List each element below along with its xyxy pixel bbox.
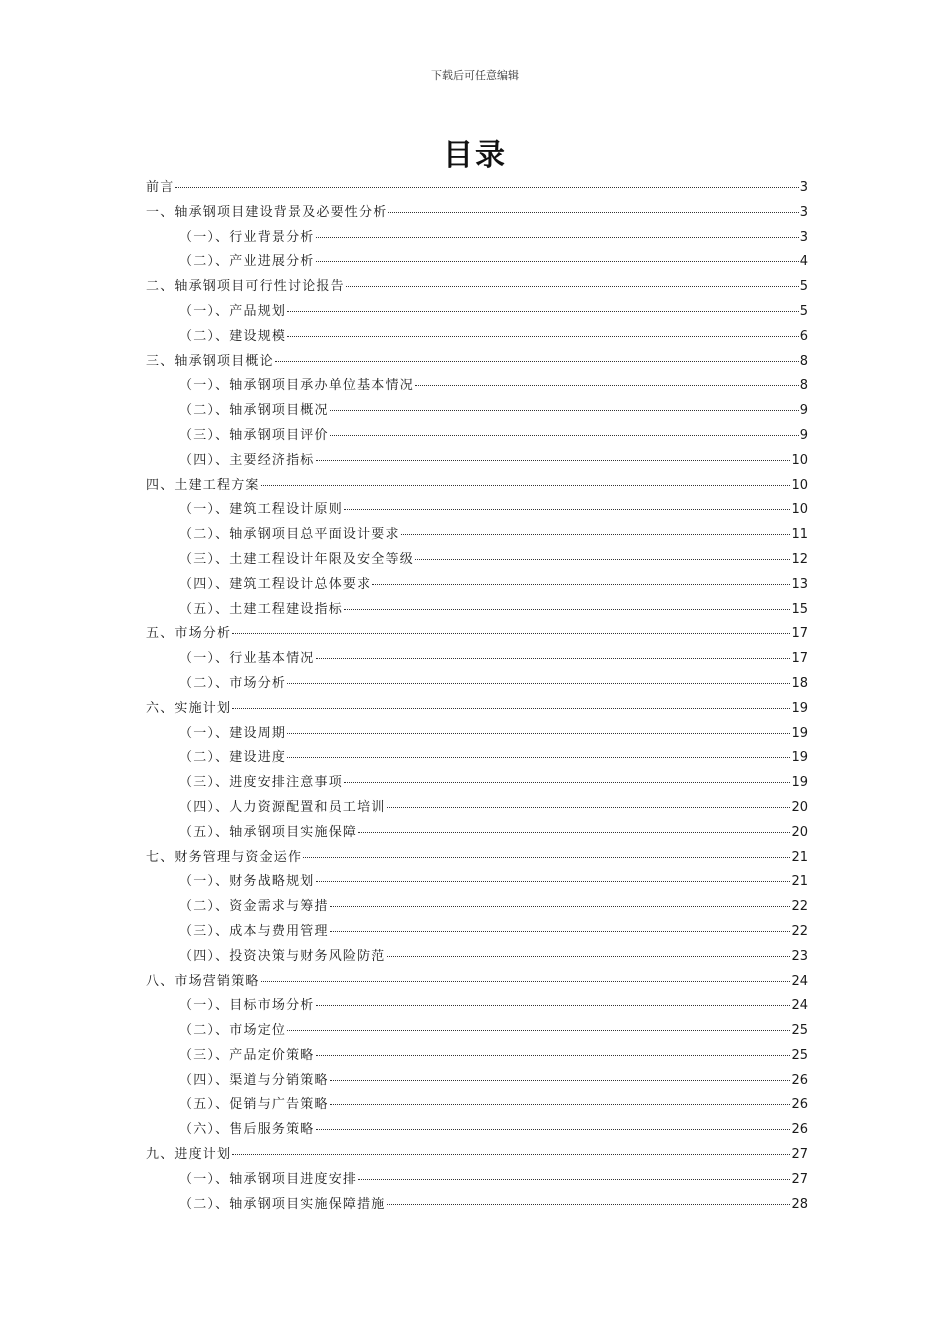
toc-leader-dots — [387, 955, 791, 957]
toc-entry-page-number: 27 — [791, 1147, 808, 1163]
toc-leader-dots — [316, 657, 791, 659]
toc-entry[interactable] — [146, 1093, 808, 1118]
toc-entry-page-number: 5 — [799, 303, 808, 319]
toc-entry-page-number: 26 — [791, 1072, 808, 1088]
toc-entry[interactable] — [146, 994, 808, 1019]
toc-entry[interactable] — [146, 474, 808, 499]
toc-entry-page-number: 22 — [791, 923, 808, 939]
toc-entry-page-number: 9 — [799, 403, 808, 419]
toc-entry-title: （三）、成本与费用管理 — [179, 923, 329, 939]
toc-entry[interactable] — [146, 895, 808, 920]
toc-entry-title: （二）、轴承钢项目总平面设计要求 — [179, 527, 400, 543]
toc-entry-page-number: 5 — [799, 279, 808, 295]
toc-entry-page-number: 27 — [791, 1171, 808, 1187]
toc-leader-dots — [358, 831, 790, 833]
toc-entry[interactable] — [146, 1019, 808, 1044]
toc-entry[interactable] — [146, 250, 808, 275]
toc-leader-dots — [287, 682, 790, 684]
toc-entry-title: （一）、财务战略规划 — [179, 874, 315, 890]
toc-entry[interactable] — [146, 201, 808, 226]
toc-leader-dots — [330, 1079, 791, 1081]
toc-leader-dots — [316, 1054, 791, 1056]
toc-entry-page-number: 21 — [791, 849, 808, 865]
toc-entry[interactable] — [146, 945, 808, 970]
toc-entry[interactable] — [146, 722, 808, 747]
toc-entry-page-number: 23 — [791, 948, 808, 964]
toc-entry-title: （一）、建设周期 — [179, 725, 287, 741]
toc-entry-page-number: 8 — [799, 378, 808, 394]
toc-entry-title: 前言 — [146, 180, 175, 195]
toc-entry-page-number: 11 — [791, 527, 808, 543]
toc-leader-dots — [316, 459, 791, 461]
toc-leader-dots — [261, 980, 791, 982]
toc-entry-title: （五）、轴承钢项目实施保障 — [179, 824, 358, 840]
toc-entry-title: （一）、行业背景分析 — [179, 229, 315, 245]
toc-entry-title: （三）、轴承钢项目评价 — [179, 427, 329, 443]
toc-entry-page-number: 20 — [791, 799, 808, 815]
toc-entry-title: 二、轴承钢项目可行性讨论报告 — [146, 279, 345, 295]
toc-entry[interactable] — [146, 647, 808, 672]
toc-entry-page-number: 6 — [799, 328, 808, 344]
toc-leader-dots — [330, 434, 799, 436]
toc-entry[interactable] — [146, 449, 808, 474]
toc-entry[interactable] — [146, 424, 808, 449]
toc-entry-page-number: 3 — [799, 180, 808, 195]
toc-entry-page-number: 19 — [791, 700, 808, 716]
toc-entry[interactable] — [146, 523, 808, 548]
toc-leader-dots — [346, 285, 799, 287]
toc-entry-title: 四、土建工程方案 — [146, 477, 260, 493]
toc-entry[interactable] — [146, 325, 808, 350]
toc-entry-title: （一）、行业基本情况 — [179, 651, 315, 667]
toc-leader-dots — [344, 781, 791, 783]
toc-entry-title: 五、市场分析 — [146, 626, 232, 642]
toc-entry-page-number: 21 — [791, 874, 808, 890]
toc-entry-page-number: 15 — [791, 601, 808, 617]
page-title: 目录 — [443, 138, 507, 173]
toc-leader-dots — [287, 310, 799, 312]
toc-leader-dots — [344, 508, 791, 510]
toc-entry-title: （四）、渠道与分销策略 — [179, 1072, 329, 1088]
toc-entry-page-number: 3 — [799, 204, 808, 220]
toc-entry[interactable] — [146, 1069, 808, 1094]
toc-entry[interactable] — [146, 1168, 808, 1193]
toc-entry-title: （四）、投资决策与财务风险防范 — [179, 948, 386, 964]
toc-leader-dots — [275, 360, 799, 362]
toc-leader-dots — [415, 384, 799, 386]
table-of-contents — [146, 176, 808, 1217]
toc-leader-dots — [175, 186, 798, 188]
toc-entry-title: （三）、产品定价策略 — [179, 1047, 315, 1063]
toc-entry[interactable] — [146, 1118, 808, 1143]
toc-entry-title: （二）、资金需求与筹措 — [179, 899, 329, 915]
toc-entry-page-number: 13 — [791, 576, 808, 592]
toc-leader-dots — [388, 211, 798, 213]
toc-entry[interactable] — [146, 622, 808, 647]
toc-entry-title: 七、财务管理与资金运作 — [146, 849, 303, 865]
toc-entry-title: （二）、市场分析 — [179, 675, 287, 691]
toc-entry[interactable] — [146, 498, 808, 523]
toc-leader-dots — [316, 236, 799, 238]
header-note: 下载后可任意编辑 — [431, 69, 519, 82]
toc-entry[interactable] — [146, 672, 808, 697]
toc-entry-title: （三）、进度安排注意事项 — [179, 775, 343, 791]
toc-entry-title: （二）、市场定位 — [179, 1023, 287, 1039]
toc-entry[interactable] — [146, 275, 808, 300]
toc-entry-title: （二）、轴承钢项目实施保障措施 — [179, 1196, 386, 1212]
toc-entry-title: （五）、促销与广告策略 — [179, 1097, 329, 1113]
toc-entry-page-number: 3 — [799, 229, 808, 245]
toc-leader-dots — [344, 608, 791, 610]
toc-entry-page-number: 19 — [791, 775, 808, 791]
toc-leader-dots — [330, 930, 791, 932]
toc-entry[interactable] — [146, 1044, 808, 1069]
toc-entry[interactable] — [146, 300, 808, 325]
toc-entry[interactable] — [146, 350, 808, 375]
toc-entry[interactable] — [146, 870, 808, 895]
toc-entry[interactable] — [146, 176, 808, 201]
toc-entry-title: 一、轴承钢项目建设背景及必要性分析 — [146, 204, 388, 220]
toc-entry[interactable] — [146, 598, 808, 623]
toc-entry[interactable] — [146, 573, 808, 598]
toc-entry[interactable] — [146, 746, 808, 771]
toc-leader-dots — [287, 1029, 790, 1031]
toc-entry-page-number: 24 — [791, 998, 808, 1014]
toc-leader-dots — [287, 756, 790, 758]
toc-entry-page-number: 26 — [791, 1122, 808, 1138]
toc-entry-page-number: 18 — [791, 675, 808, 691]
toc-entry-page-number: 24 — [791, 973, 808, 989]
toc-entry-page-number: 19 — [791, 750, 808, 766]
toc-entry-title: （四）、主要经济指标 — [179, 452, 315, 468]
toc-entry[interactable] — [146, 920, 808, 945]
toc-entry-page-number: 8 — [799, 353, 808, 369]
toc-leader-dots — [330, 1103, 791, 1105]
toc-entry-title: （二）、建设规模 — [179, 328, 287, 344]
toc-entry[interactable] — [146, 399, 808, 424]
toc-leader-dots — [232, 707, 790, 709]
toc-entry-title: （三）、土建工程设计年限及安全等级 — [179, 551, 414, 567]
toc-entry-title: 三、轴承钢项目概论 — [146, 353, 274, 369]
toc-entry-page-number: 17 — [791, 651, 808, 667]
toc-entry[interactable] — [146, 846, 808, 871]
toc-leader-dots — [330, 905, 791, 907]
toc-entry-page-number: 22 — [791, 899, 808, 915]
toc-entry-title: （一）、建筑工程设计原则 — [179, 502, 343, 518]
toc-leader-dots — [401, 533, 791, 535]
toc-entry-page-number: 26 — [791, 1097, 808, 1113]
toc-entry[interactable] — [146, 821, 808, 846]
toc-entry[interactable] — [146, 771, 808, 796]
toc-leader-dots — [316, 260, 799, 262]
toc-entry-title: （二）、轴承钢项目概况 — [179, 403, 329, 419]
toc-entry-title: （一）、轴承钢项目进度安排 — [179, 1171, 358, 1187]
toc-entry[interactable] — [146, 1193, 808, 1218]
toc-entry-page-number: 20 — [791, 824, 808, 840]
toc-entry-page-number: 10 — [791, 452, 808, 468]
toc-entry-title: 九、进度计划 — [146, 1147, 232, 1163]
toc-leader-dots — [358, 1178, 790, 1180]
toc-leader-dots — [415, 558, 791, 560]
toc-entry-page-number: 17 — [791, 626, 808, 642]
toc-leader-dots — [287, 335, 799, 337]
toc-leader-dots — [316, 1128, 791, 1130]
toc-entry-page-number: 4 — [799, 254, 808, 270]
toc-entry[interactable] — [146, 548, 808, 573]
toc-entry-page-number: 10 — [791, 477, 808, 493]
toc-entry-title: （一）、轴承钢项目承办单位基本情况 — [179, 378, 414, 394]
toc-entry-title: （一）、目标市场分析 — [179, 998, 315, 1014]
toc-entry-page-number: 28 — [791, 1196, 808, 1212]
toc-entry[interactable] — [146, 226, 808, 251]
toc-leader-dots — [232, 1153, 790, 1155]
toc-entry-page-number: 19 — [791, 725, 808, 741]
toc-entry-title: 八、市场营销策略 — [146, 973, 260, 989]
toc-entry-page-number: 12 — [791, 551, 808, 567]
toc-entry-title: （四）、建筑工程设计总体要求 — [179, 576, 372, 592]
toc-leader-dots — [232, 632, 790, 634]
toc-leader-dots — [316, 880, 791, 882]
toc-entry-title: （五）、土建工程建设指标 — [179, 601, 343, 617]
toc-entry-title: （二）、产业进展分析 — [179, 254, 315, 270]
toc-entry-page-number: 25 — [791, 1047, 808, 1063]
toc-entry-title: （六）、售后服务策略 — [179, 1122, 315, 1138]
toc-leader-dots — [316, 1004, 791, 1006]
toc-entry-title: （一）、产品规划 — [179, 303, 287, 319]
toc-entry[interactable] — [146, 1143, 808, 1168]
toc-entry-page-number: 10 — [791, 502, 808, 518]
toc-leader-dots — [287, 732, 790, 734]
toc-entry-title: 六、实施计划 — [146, 700, 232, 716]
toc-entry-page-number: 9 — [799, 427, 808, 443]
toc-entry[interactable] — [146, 697, 808, 722]
toc-entry[interactable] — [146, 796, 808, 821]
toc-leader-dots — [387, 806, 791, 808]
toc-leader-dots — [330, 409, 799, 411]
toc-entry-page-number: 25 — [791, 1023, 808, 1039]
toc-leader-dots — [372, 583, 790, 585]
toc-leader-dots — [261, 484, 791, 486]
toc-leader-dots — [387, 1203, 791, 1205]
toc-leader-dots — [303, 856, 790, 858]
toc-entry[interactable] — [146, 374, 808, 399]
toc-entry-title: （二）、建设进度 — [179, 750, 287, 766]
toc-entry[interactable] — [146, 970, 808, 995]
toc-entry-title: （四）、人力资源配置和员工培训 — [179, 799, 386, 815]
